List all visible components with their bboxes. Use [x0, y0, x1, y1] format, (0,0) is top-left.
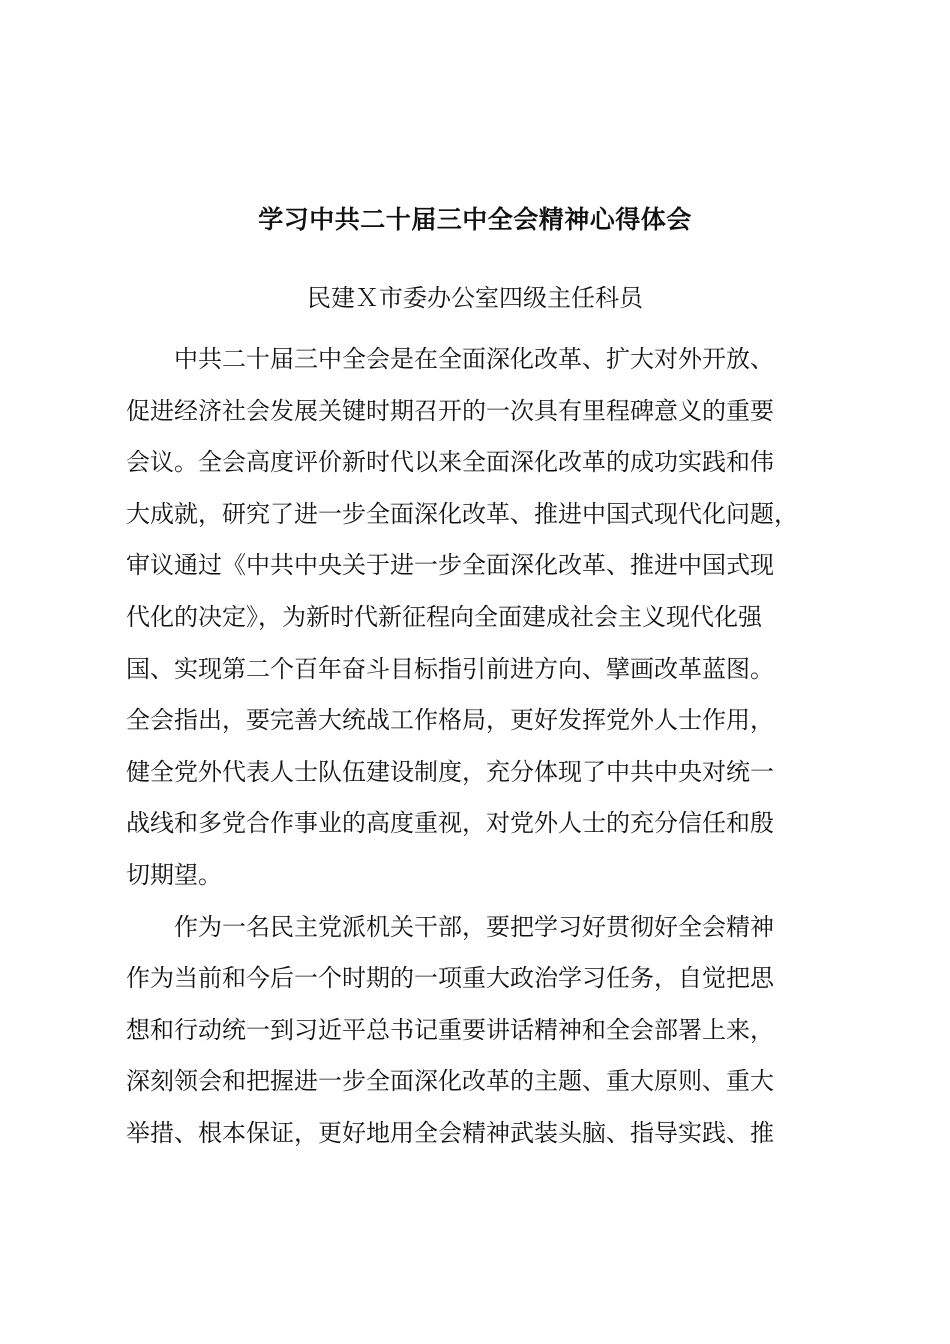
paragraph-line: 促进经济社会发展关键时期召开的一次具有里程碑意义的重要 — [126, 396, 774, 425]
paragraph-line: 代化的决定》，为新时代新征程向全面建成社会主义现代化强 — [126, 602, 762, 631]
paragraph-line: 深刻领会和把握进一步全面深化改革的主题、重大原则、重大 — [126, 1067, 774, 1096]
paragraph — [126, 902, 836, 1160]
paragraph-line: 健全党外代表人士队伍建设制度，充分体现了中共中央对统一 — [126, 757, 774, 786]
document-body — [126, 334, 836, 1160]
paragraph-line: 举措、根本保证，更好地用全会精神武装头脑、指导实践、推 — [126, 1118, 774, 1147]
paragraph-line: 国、实现第二个百年奋斗目标指引前进方向、擘画改革蓝图。 — [126, 654, 774, 683]
document-author: 民建Ｘ市委办公室四级主任科员 — [307, 284, 643, 312]
paragraph-line: 作为当前和今后一个时期的一项重大政治学习任务，自觉把思 — [126, 964, 774, 993]
paragraph — [126, 334, 836, 902]
paragraph-line: 战线和多党合作事业的高度重视，对党外人士的充分信任和殷 — [126, 809, 774, 838]
document-title: 学习中共二十届三中全会精神心得体会 — [258, 205, 692, 234]
paragraph-line: 大成就，研究了进一步全面深化改革、推进中国式现代化问题， — [126, 499, 798, 528]
paragraph-line: 审议通过《中共中央关于进一步全面深化改革、推进中国式现 — [126, 551, 774, 580]
paragraph-line: 切期望。 — [126, 860, 222, 889]
paragraph-line: 中共二十届三中全会是在全面深化改革、扩大对外开放、 — [174, 345, 774, 373]
paragraph-line: 想和行动统一到习近平总书记重要讲话精神和全会部署上来， — [126, 1015, 774, 1044]
paragraph-line: 全会指出，要完善大统战工作格局，更好发挥党外人士作用， — [126, 706, 774, 735]
paragraph-line: 会议。全会高度评价新时代以来全面深化改革的成功实践和伟 — [126, 448, 774, 477]
paragraph-line: 作为一名民主党派机关干部，要把学习好贯彻好全会精神 — [174, 912, 774, 941]
